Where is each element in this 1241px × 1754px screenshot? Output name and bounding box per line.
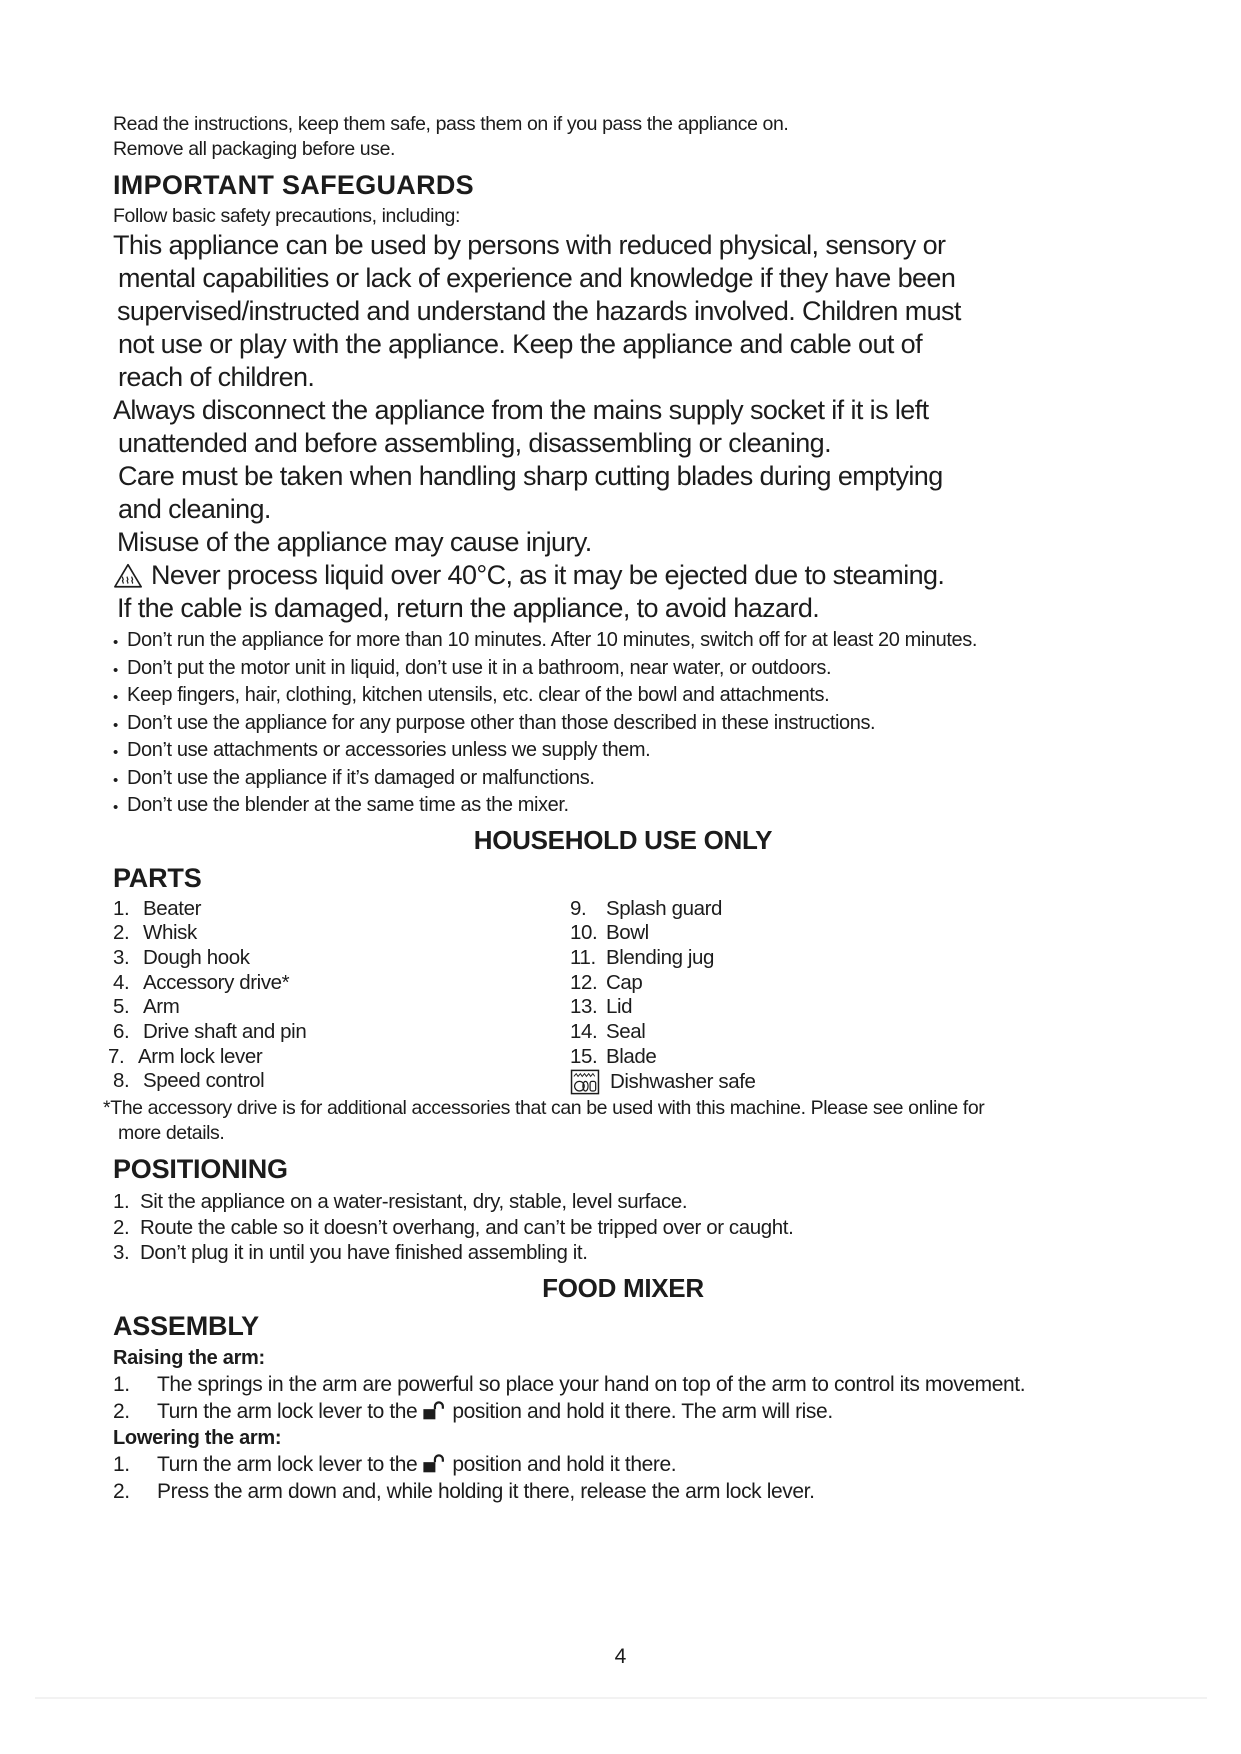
raising-the-arm-heading: Raising the arm:	[113, 1347, 265, 1370]
part-number: 3.	[113, 945, 130, 969]
part-item	[570, 1045, 1133, 1070]
part-item	[113, 946, 570, 971]
part-label: Beater	[143, 896, 201, 920]
bullet-text: • Don’t run the appliance for more than 10 minutes. After 10 minutes, switch off for at least 20 minutes.	[127, 629, 978, 651]
bullet-item	[113, 683, 1133, 711]
part-number: 4.	[113, 970, 130, 994]
text-line: Care must be taken when handling sharp cutting blades during emptying	[118, 461, 943, 491]
warning-line	[113, 559, 1133, 592]
safeguards-subtitle: Follow basic safety precautions, including:	[113, 205, 460, 227]
part-label: Seal	[606, 1020, 646, 1044]
text-line: supervised/instructed and understand the hazards involved. Children must	[117, 296, 961, 326]
bullet-text: • Don’t use the appliance if it’s damaged or malfunctions.	[127, 766, 595, 789]
text-line: unattended and before assembling, disassembling or cleaning.	[118, 428, 831, 458]
bullet-text: • Keep fingers, hair, clothing, kitchen utensils, etc. clear of the bowl and attachments.	[127, 684, 830, 706]
step-text-post: position and hold it there.	[452, 1453, 677, 1477]
text-line: If the cable is damaged, return the appliance, to avoid hazard.	[117, 593, 820, 623]
parts-list	[108, 896, 1133, 1096]
section-title-important-safeguards: IMPORTANT SAFEGUARDS	[113, 170, 474, 200]
hot-surface-warning-icon	[113, 562, 143, 589]
unlock-icon	[422, 1399, 446, 1423]
bullet-text: • Don’t use attachments or accessories unless we supply them.	[127, 739, 651, 761]
part-item	[570, 971, 1133, 996]
part-number: 9.	[570, 896, 587, 920]
lowering-steps	[113, 1451, 1133, 1505]
parts-column-left	[108, 896, 570, 1096]
item-text: Sit the appliance on a water-resistant, dry, stable, level surface.	[140, 1190, 688, 1214]
part-item	[570, 995, 1133, 1020]
item-number: 1.	[113, 1190, 130, 1214]
part-number: 2.	[113, 921, 130, 945]
text-line: Always disconnect the appliance from the mains supply socket if it is left	[113, 395, 929, 425]
step-text	[157, 1371, 1025, 1398]
step-text	[157, 1398, 833, 1425]
part-label: Speed control	[143, 1069, 265, 1093]
step-text-post: position and hold it there. The arm will rise.	[452, 1400, 833, 1424]
positioning-list	[113, 1189, 1133, 1265]
section-title-positioning: POSITIONING	[113, 1154, 288, 1185]
list-item	[113, 1240, 1133, 1265]
item-text: Don’t plug it in until you have finished assembling it.	[140, 1241, 588, 1265]
text-line: mental capabilities or lack of experience and knowledge if they have been	[118, 263, 956, 293]
part-number: 6.	[113, 1020, 130, 1044]
footnote-line-2: more details.	[118, 1122, 225, 1145]
text-line: reach of children.	[118, 362, 315, 392]
part-item	[570, 1020, 1133, 1045]
bullet-item	[113, 766, 1133, 794]
step-text	[157, 1478, 815, 1505]
bullet-item	[113, 793, 1133, 821]
dishwasher-safe-label: Dishwasher safe	[610, 1070, 756, 1094]
dishwasher-safe-row	[570, 1069, 1133, 1095]
part-label: Arm	[143, 995, 180, 1019]
part-item	[113, 921, 570, 946]
warning-text: Never process liquid over 40°C, as it may be ejected due to steaming.	[151, 560, 945, 590]
part-number: 5.	[113, 995, 130, 1019]
food-mixer-title: FOOD MIXER	[542, 1273, 704, 1304]
part-number: 7.	[108, 1044, 125, 1068]
step-item	[113, 1371, 1133, 1398]
text-line: and cleaning.	[118, 494, 271, 524]
part-number: 15.	[570, 1044, 598, 1068]
step-number: 1.	[113, 1453, 130, 1477]
bullet-item	[113, 656, 1133, 684]
bullet-text: • Don’t put the motor unit in liquid, don’t use it in a bathroom, near water, or outdoors.	[127, 656, 832, 679]
parts-footnote	[103, 1096, 1133, 1146]
bullet-item	[113, 738, 1133, 766]
safety-bullet-list	[113, 628, 1133, 821]
part-item	[570, 946, 1133, 971]
unlock-icon	[422, 1452, 446, 1476]
part-number: 13.	[570, 995, 598, 1019]
part-item	[113, 995, 570, 1020]
page-number: 4	[614, 1645, 627, 1668]
part-number: 8.	[113, 1069, 130, 1093]
part-label: Blade	[606, 1044, 657, 1068]
footnote-line-1: *The accessory drive is for additional accessories that can be used with this machine. Please see online for	[103, 1097, 985, 1120]
household-use-only-title: HOUSEHOLD USE ONLY	[473, 824, 773, 855]
step-text-pre: Turn the arm lock lever to the	[157, 1453, 418, 1477]
part-label: Cap	[606, 970, 643, 994]
text-line: not use or play with the appliance. Keep the appliance and cable out of	[118, 329, 922, 359]
intro-paragraph	[113, 112, 1133, 162]
bullet-item	[113, 711, 1133, 739]
item-text: Route the cable so it doesn’t overhang, and can’t be tripped over or caught.	[140, 1215, 794, 1239]
part-label: Blending jug	[606, 945, 715, 969]
bullet-text: • Don’t use the appliance for any purpose other than those described in these instructions.	[127, 711, 876, 734]
step-text-pre: The springs in the arm are powerful so place your hand on top of the arm to control its movement.	[157, 1373, 1026, 1397]
part-label: Bowl	[606, 921, 649, 945]
part-item	[570, 921, 1133, 946]
lowering-the-arm-heading: Lowering the arm:	[113, 1427, 282, 1450]
step-text	[157, 1451, 676, 1478]
step-text-pre: Turn the arm lock lever to the	[157, 1400, 418, 1424]
text-line: This appliance can be used by persons with reduced physical, sensory or	[113, 230, 946, 260]
part-label: Splash guard	[606, 896, 723, 920]
page-edge-line	[35, 1697, 1207, 1699]
part-number: 12.	[570, 970, 598, 994]
part-label: Whisk	[143, 921, 197, 945]
intro-line-1: Read the instructions, keep them safe, pass them on if you pass the appliance on.	[113, 113, 789, 135]
step-item	[113, 1398, 1133, 1425]
part-number: 10.	[570, 921, 598, 945]
item-number: 3.	[113, 1241, 130, 1265]
text-line: Misuse of the appliance may cause injury.	[117, 527, 592, 557]
step-item	[113, 1478, 1133, 1505]
step-number: 2.	[113, 1400, 130, 1424]
part-label: Arm lock lever	[138, 1044, 263, 1068]
dishwasher-safe-icon	[570, 1069, 600, 1095]
part-item	[108, 1045, 570, 1070]
intro-line-2: Remove all packaging before use.	[113, 138, 396, 160]
raising-steps	[113, 1371, 1133, 1425]
part-number: 1.	[113, 896, 130, 920]
part-item	[113, 971, 570, 996]
bullet-item	[113, 628, 1133, 656]
part-label: Dough hook	[143, 945, 250, 969]
step-text-pre: Press the arm down and, while holding it there, release the arm lock lever.	[157, 1480, 815, 1504]
part-label: Lid	[606, 995, 633, 1019]
safeguards-big-text	[113, 229, 1133, 625]
part-item	[113, 1069, 570, 1094]
part-number: 11.	[570, 945, 596, 969]
step-number: 2.	[113, 1480, 130, 1504]
part-label: Drive shaft and pin	[143, 1020, 307, 1044]
parts-column-right	[570, 897, 1133, 1096]
section-title-parts: PARTS	[113, 862, 202, 893]
bullet-text: • Don’t use the blender at the same time as the mixer.	[127, 794, 569, 816]
list-item	[113, 1215, 1133, 1240]
item-number: 2.	[113, 1215, 130, 1239]
part-item	[570, 897, 1133, 922]
list-item	[113, 1189, 1133, 1214]
step-number: 1.	[113, 1373, 130, 1397]
step-item	[113, 1451, 1133, 1478]
part-number: 14.	[570, 1020, 598, 1044]
part-label: Accessory drive*	[143, 970, 290, 994]
part-item	[113, 1020, 570, 1045]
section-title-assembly: ASSEMBLY	[113, 1311, 259, 1342]
part-item	[113, 897, 570, 922]
